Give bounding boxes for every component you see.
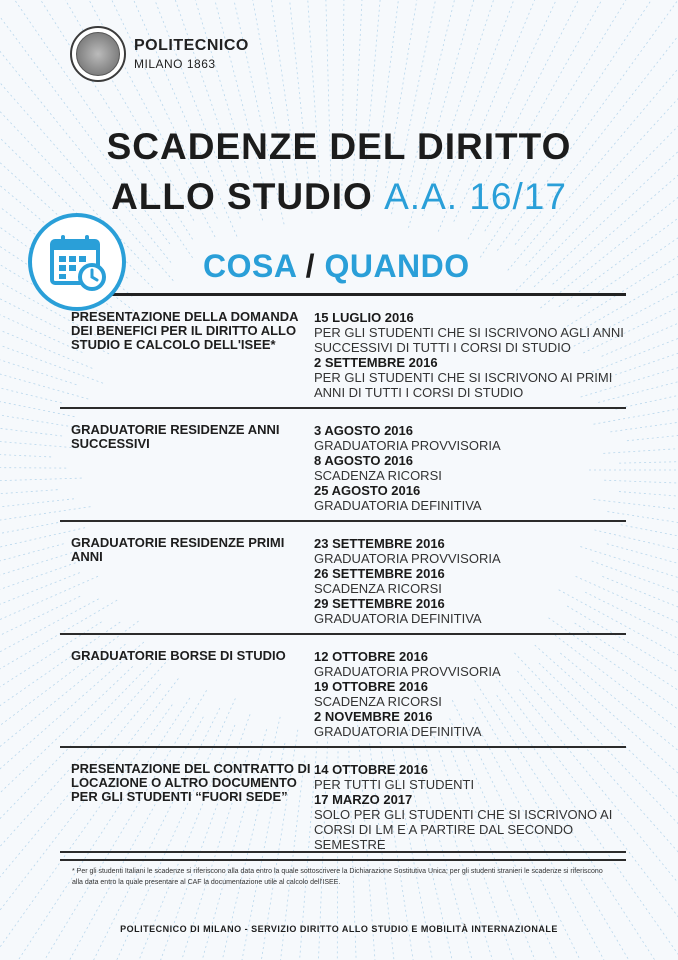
- table-row: [60, 635, 626, 748]
- row-what: PRESENTAZIONE DELLA DOMANDA DEI BENEFICI PER IL DIRITTO ALLO STUDIO E CALCOLO DELL'ISEE*: [71, 309, 299, 352]
- deadline-note: SOLO PER GLI STUDENTI CHE SI ISCRIVONO AI CORSI DI LM E A PARTIRE DAL SECONDO SEMESTRE: [314, 807, 613, 852]
- deadline-table: [60, 293, 626, 861]
- background-ray: [0, 443, 51, 457]
- deadline-note: GRADUATORIA PROVVISORIA: [314, 438, 501, 453]
- background-ray: [619, 492, 678, 516]
- row-what: GRADUATORIE RESIDENZE PRIMI ANNI: [71, 535, 285, 564]
- background-ray: [438, 0, 549, 205]
- heading-what: COSA: [203, 248, 297, 284]
- background-ray: [619, 455, 678, 463]
- row-what: PRESENTAZIONE DEL CONTRATTO DI LOCAZIONE O ALTRO DOCUMENTO PER GLI STUDENTI “FUORI SEDE”: [71, 761, 311, 804]
- row-what: GRADUATORIE RESIDENZE ANNI SUCCESSIVI: [71, 422, 280, 451]
- deadline-date: 25 AGOSTO 2016: [314, 483, 421, 498]
- background-ray: [621, 525, 678, 585]
- calendar-clock-icon: [28, 213, 126, 311]
- deadline-note: PER GLI STUDENTI CHE SI ISCRIVONO AI PRIMI ANNI DI TUTTI I CORSI DI STUDIO: [314, 370, 613, 400]
- row-when: [314, 423, 626, 513]
- row-when: [314, 536, 626, 626]
- deadline-date: 14 OTTOBRE 2016: [314, 762, 428, 777]
- footnote: * Per gli studenti Italiani le scadenze si riferiscono alla data entro la quale sottoscrivere la Dichiarazione Sostitutiva Unica; per gli studenti stranieri le scadenze si riferiscono alla data entro la quale presentare al CAF la documentazione utile al calcolo dell'ISEE.: [72, 868, 603, 886]
- deadline-note: GRADUATORIA DEFINITIVA: [314, 498, 482, 513]
- deadline-date: 3 AGOSTO 2016: [314, 423, 413, 438]
- academic-year: A.A. 16/17: [384, 176, 567, 217]
- table-row: [60, 522, 626, 635]
- row-when: [314, 762, 626, 852]
- table-row: [60, 409, 626, 522]
- background-ray: [0, 544, 64, 626]
- deadline-note: PER GLI STUDENTI CHE SI ISCRIVONO AGLI ANNI SUCCESSIVI DI TUTTI I CORSI DI STUDIO: [314, 325, 624, 355]
- deadline-date: 19 OTTOBRE 2016: [314, 679, 428, 694]
- deadline-note: SCADENZA RICORSI: [314, 694, 442, 709]
- deadline-date: 26 SETTEMBRE 2016: [314, 566, 445, 581]
- deadline-date: 29 SETTEMBRE 2016: [314, 596, 445, 611]
- divider: [60, 851, 626, 853]
- row-when: [314, 649, 626, 739]
- logo: [70, 26, 249, 82]
- section-heading: [203, 248, 470, 285]
- background-ray: [0, 521, 68, 581]
- background-ray: [0, 397, 62, 436]
- deadline-date: 2 SETTEMBRE 2016: [314, 355, 438, 370]
- page-title-main: ALLO STUDIO: [111, 176, 373, 217]
- deadline-date: 23 SETTEMBRE 2016: [314, 536, 445, 551]
- background-ray: [373, 0, 414, 202]
- deadline-note: SCADENZA RICORSI: [314, 581, 442, 596]
- row-what: GRADUATORIE BORSE DI STUDIO: [71, 648, 286, 663]
- deadline-date: 8 AGOSTO 2016: [314, 453, 413, 468]
- deadline-note: GRADUATORIA DEFINITIVA: [314, 611, 482, 626]
- deadline-date: 17 MARZO 2017: [314, 792, 413, 807]
- deadline-date: 2 NOVEMBRE 2016: [314, 709, 433, 724]
- institution-city-year: MILANO 1863: [134, 57, 216, 71]
- page-title-line-1: SCADENZE DEL DIRITTO: [106, 126, 572, 167]
- politecnico-seal-icon: [70, 26, 126, 82]
- heading-when: QUANDO: [324, 248, 470, 284]
- table-row: [60, 296, 626, 409]
- background-ray: [0, 490, 58, 512]
- background-ray: [0, 466, 66, 468]
- footer: POLITECNICO DI MILANO - SERVIZIO DIRITTO ALLO STUDIO E MOBILITÀ INTERNAZIONALE: [120, 924, 558, 934]
- row-when: [314, 310, 626, 400]
- deadline-note: GRADUATORIA DEFINITIVA: [314, 724, 482, 739]
- background-ray: [342, 0, 346, 206]
- deadline-date: 12 OTTOBRE 2016: [314, 649, 428, 664]
- table-row: [60, 748, 626, 861]
- deadline-note: PER TUTTI GLI STUDENTI: [314, 777, 475, 792]
- deadline-date: 15 LUGLIO 2016: [314, 310, 414, 325]
- background-ray: [405, 0, 482, 201]
- deadline-note: GRADUATORIA PROVVISORIA: [314, 551, 501, 566]
- deadline-note: SCADENZA RICORSI: [314, 468, 442, 483]
- institution-name: POLITECNICO: [134, 37, 249, 54]
- deadline-note: GRADUATORIA PROVVISORIA: [314, 664, 501, 679]
- background-ray: [0, 329, 62, 403]
- heading-separator: /: [305, 248, 316, 284]
- background-ray: [627, 409, 678, 440]
- page-title-line-2: [0, 176, 678, 218]
